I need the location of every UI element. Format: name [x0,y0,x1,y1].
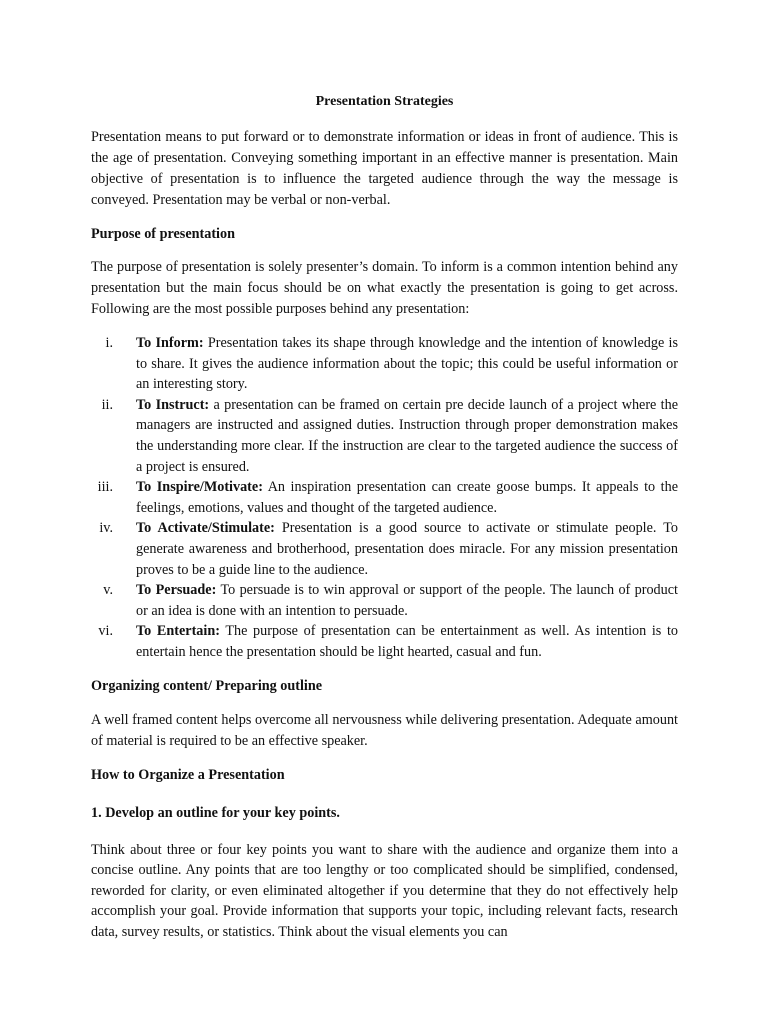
list-item-term: To Persuade: [136,582,217,599]
document-page [91,92,678,942]
organizing-paragraph: A well framed content helps overcome all nervousness while delivering presentation. Adequate amount of material is required to be an effective speaker. [91,711,678,749]
step-1-heading: 1. Develop an outline for your key points. [91,804,340,821]
list-item-term: To Inform: [136,335,204,351]
list-item [91,518,678,580]
list-item-text: Presentation is a good source to activate or stimulate people. To generate awareness and brotherhood, presentation does miracle. For any mission presentation proves to be a guide line to the audience. [136,520,678,578]
list-item-number: vi. [98,623,113,640]
list-item-number: iv. [99,520,113,537]
list-item-number: i. [105,335,113,351]
list-item [91,621,678,662]
purpose-list [91,333,678,663]
list-item-term: To Entertain: [136,623,220,640]
list-item-number: ii. [101,396,113,413]
how-to-heading: How to Organize a Presentation [91,766,285,783]
list-item-term: To Instruct: [136,396,210,413]
step-1-paragraph: Think about three or four key points you want to share with the audience and organize them into a concise outline. Any points that are too lengthy or too complicated should be simplified, condensed, reworded for clarity, or even eliminated altogether if you determine that they do not effectively help accomplish your goal. Provide information that supports your topic, including relevant facts, research data, survey results, or statistics. Think about the visual elements you can [91,841,678,940]
list-item-text: To persuade is to win approval or support of the people. The launch of product or an idea is done with an intention to persuade. [136,582,678,619]
list-item [91,477,678,518]
list-item-term: To Inspire/Motivate: [136,479,263,496]
list-item-number: iii. [97,479,113,496]
list-item-number: v. [103,582,113,599]
organizing-heading: Organizing content/ Preparing outline [91,677,323,694]
list-item-text: a presentation can be framed on certain pre decide launch of a project where the managers are instructed and assigned duties. Instruction through proper demonstration makes the understanding more clear. If the instruction are clear to the targeted audience the success of a project is ensured. [136,396,679,475]
intro-paragraph: Presentation means to put forward or to demonstrate information or ideas in front of audience. This is the age of presentation. Conveying something important in an effective manner is presentation. Main objective of presentation is to influence the targeted audience through the way the message is conveyed. Presentation may be verbal or non-verbal. [91,129,678,208]
list-item-text: An inspiration presentation can create goose bumps. It appeals to the feelings, emotions, values and thought of the targeted audience. [136,479,679,516]
purpose-paragraph: The purpose of presentation is solely presenter’s domain. To inform is a common intention behind any presentation but the main focus should be on what exactly the presentation is going to get across. Following are the most possible purposes behind any presentation: [91,259,678,317]
list-item [91,333,678,395]
purpose-heading: Purpose of presentation [91,226,235,242]
list-item [91,395,678,477]
list-item-term: To Activate/Stimulate: [136,520,275,537]
document-title: Presentation Strategies [315,94,454,109]
list-item-text: The purpose of presentation can be entertainment as well. As intention is to entertain hence the presentation should be light hearted, casual and fun. [136,623,678,660]
list-item [91,580,678,621]
list-item-text: Presentation takes its shape through knowledge and the intention of knowledge is to share. It gives the audience information about the topic; this could be useful information or an interesting story. [136,335,679,393]
